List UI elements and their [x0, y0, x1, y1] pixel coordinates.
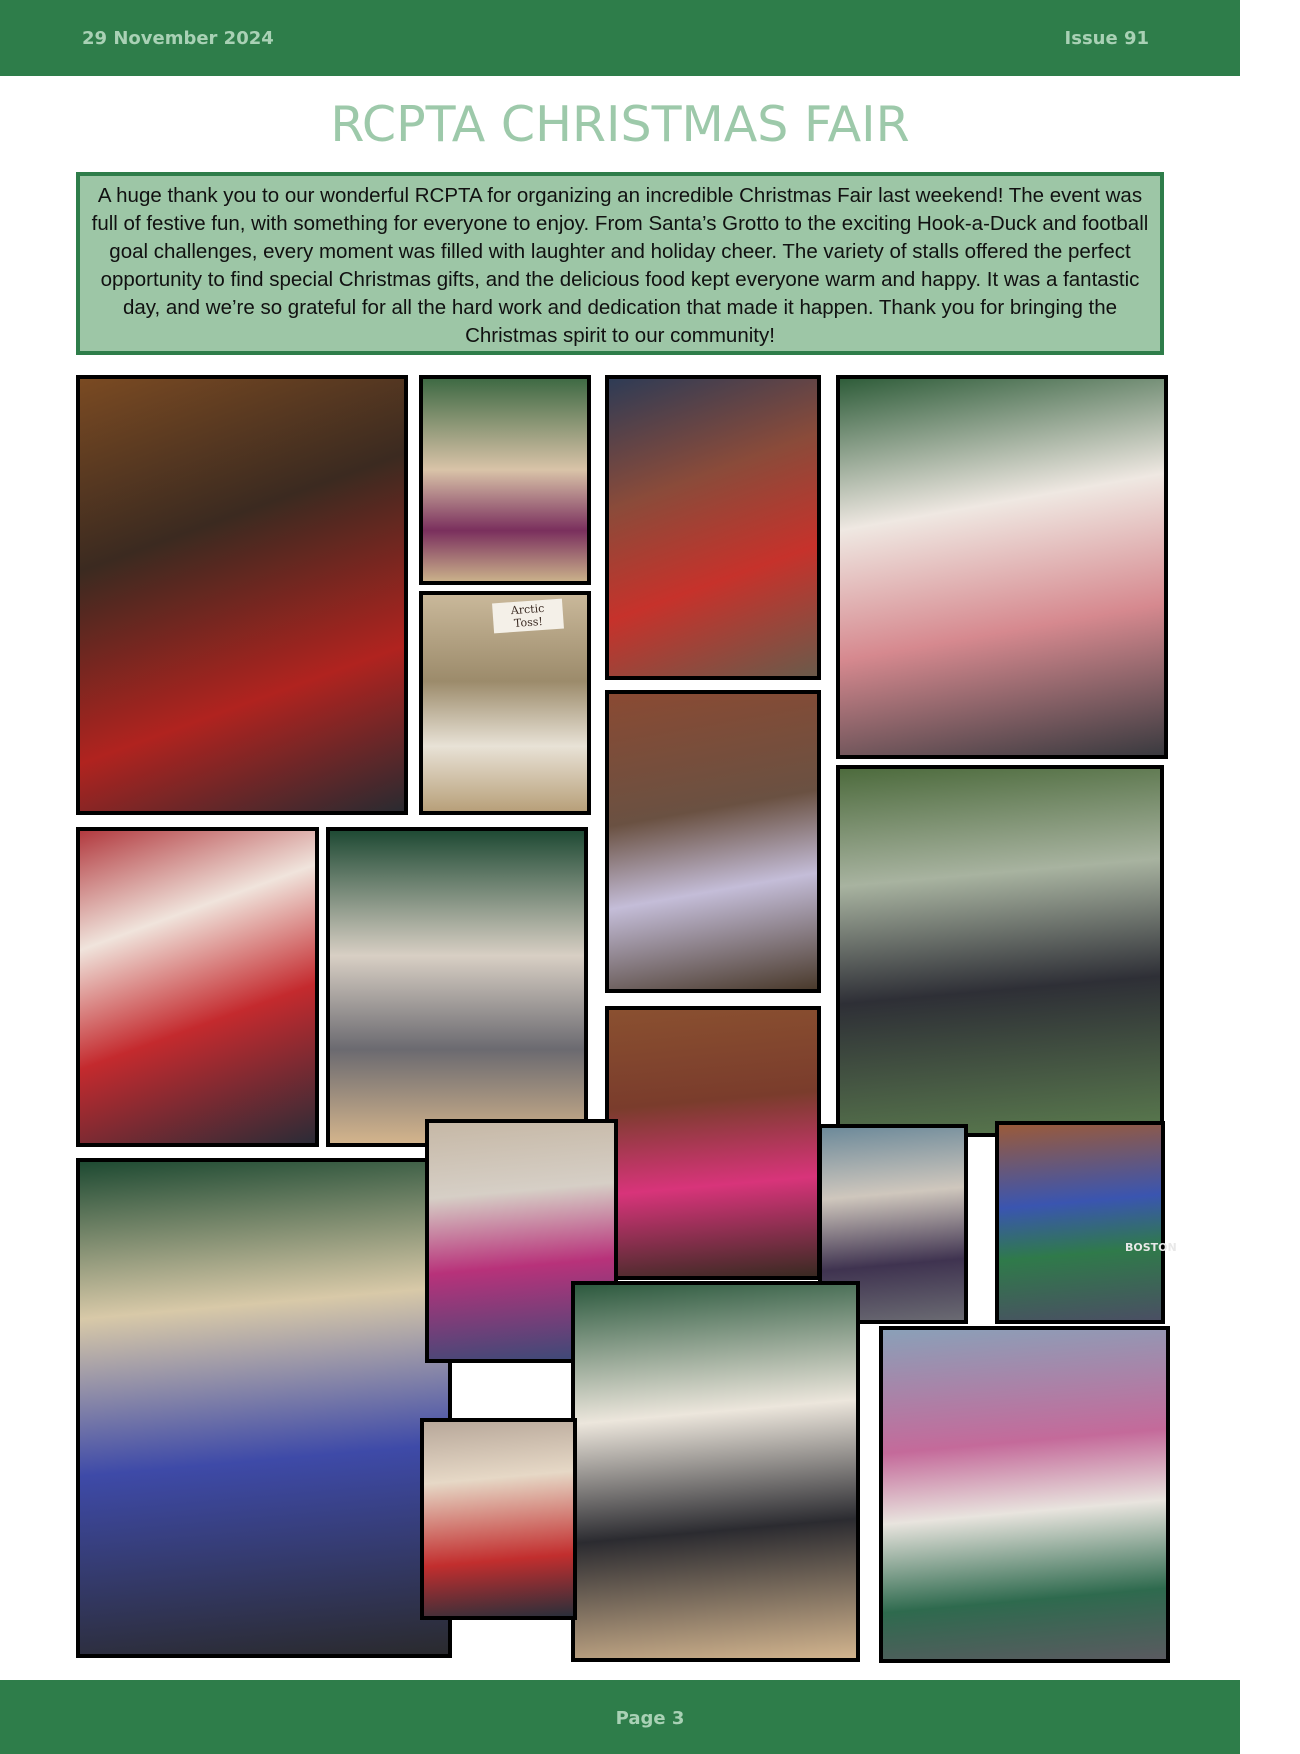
photo-fair-stalls-hall	[326, 827, 588, 1147]
issue-date: 29 November 2024	[82, 28, 274, 49]
photo-santa-family	[76, 375, 408, 815]
article-intro: A huge thank you to our wonderful RCPTA for organizing an incredible Christmas Fair last weekend! The event was full of festive fun, with something for everyone to enjoy. From Santa’s Grotto to the exciting Hook-a-Duck and football goal challenges, every moment was filled with laughter and holiday cheer. The variety of stalls offered the perfect opportunity to find special Christmas gifts, and the delicious food kept everyone warm and happy. It was a fantastic day, and we’re so grateful for all the hard work and dedication that made it happen. Thank you for bringing the Christmas spirit to our community!	[76, 172, 1164, 355]
boston-sweater-text: BOSTON	[1125, 1241, 1177, 1254]
photo-christmas-jumpers	[76, 827, 319, 1147]
photo-women-and-girl	[419, 375, 591, 585]
photo-two-girls-bunting	[879, 1326, 1170, 1663]
photo-reindeer-sleigh	[605, 690, 821, 993]
article-title: RCPTA CHRISTMAS FAIR	[330, 96, 910, 153]
arctic-toss-sign: Arctic Toss!	[492, 599, 564, 634]
header-bar	[0, 0, 1240, 76]
issue-number: Issue 91	[1064, 28, 1149, 49]
photo-elf-and-girls	[836, 375, 1168, 759]
photo-sweet-stall	[420, 1418, 577, 1620]
photo-teddy-bear-prize	[571, 1281, 860, 1662]
photo-arctic-toss	[419, 591, 591, 815]
photo-hook-a-duck-stall	[605, 375, 821, 680]
photo-three-boys-outside	[995, 1121, 1177, 1324]
photo-girl-reindeer-antlers	[605, 1006, 821, 1280]
footer-bar	[0, 1680, 1240, 1754]
photo-santa-hats-group	[836, 765, 1164, 1137]
page-number: Page 3	[615, 1708, 685, 1729]
photo-three-boys	[76, 1158, 452, 1658]
